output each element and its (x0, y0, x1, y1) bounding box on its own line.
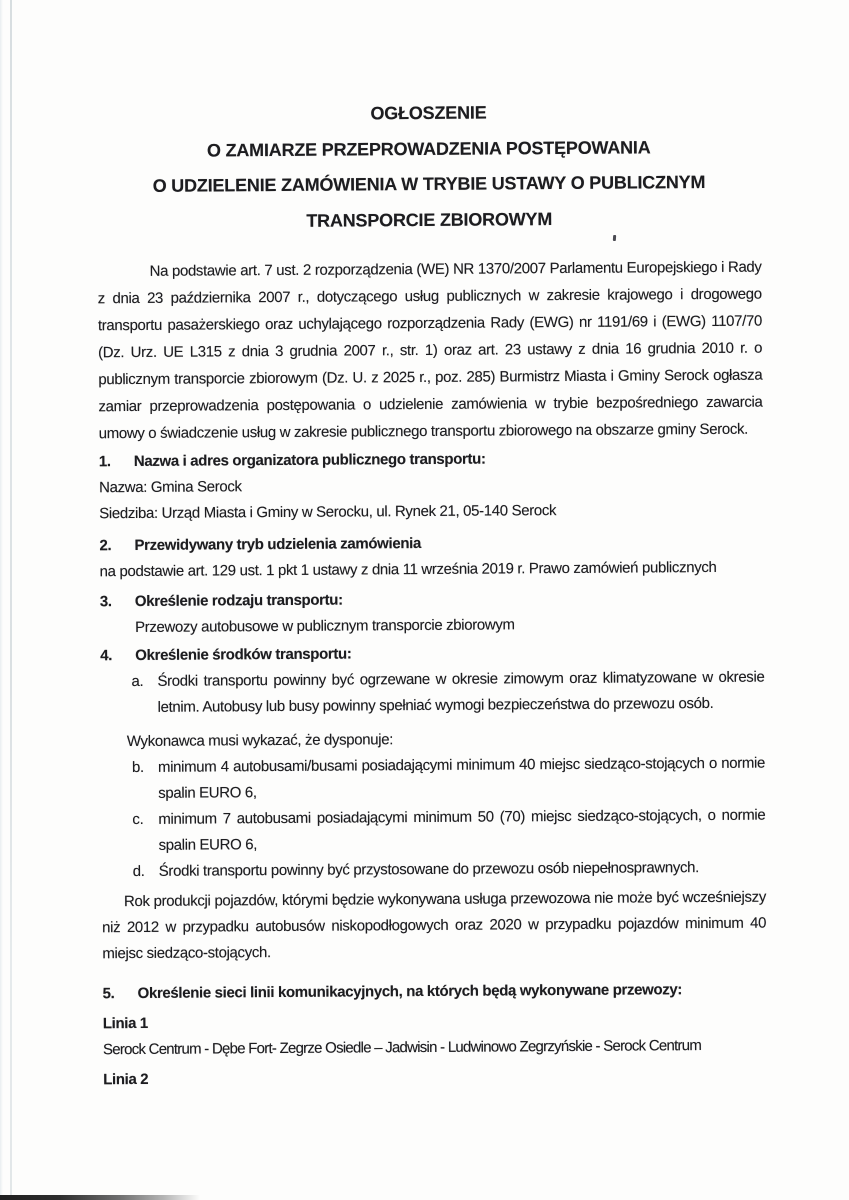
section-5-heading-text: Określenie sieci linii komunikacyjnych, na których będą wykonywane przewozy: (137, 981, 683, 1003)
section-3-heading-text: Określenie rodzaju transportu: (134, 591, 343, 611)
section-transport-type (100, 585, 764, 642)
list-item-d (133, 855, 766, 885)
section-3-number: 3. (99, 593, 112, 611)
list-item-a-text: Środki transportu powinny być ogrzewane w okresie zimowym oraz klimatyzowane w okresie letnim. Autobusy lub busy powinny spełniać wymogi bezpieczeństwa do przewozu osób. (157, 668, 765, 717)
section-3-body: Przewozy autobusowe w publicznym transporcie zbiorowym (134, 616, 515, 637)
list-item-b-text: minimum 4 autobusami/busami posiadającymi minimum 40 miejsc siedząco-stojących o normie spalin EURO 6, (157, 754, 766, 803)
section-1-heading-text: Nazwa i adres organizatora publicznego transportu: (133, 450, 486, 471)
section-4-number: 4. (100, 647, 113, 665)
organizer-address-line: Siedziba: Urząd Miasta i Gminy w Serocku, ul. Rynek 21, 05-140 Serock (99, 502, 557, 523)
title-line-3: O UDZIELENIE ZAMÓWIENIA W TRYBIE USTAWY O PUBLICZNYM (152, 172, 706, 197)
title-line-2: O ZAMIARZE PRZEPROWADZENIA POSTĘPOWANIA (206, 136, 651, 161)
list-item-c-label: c. (132, 811, 144, 829)
fleet-requirement-intro: Wykonawca musi wykazać, że dysponuje: (126, 731, 394, 751)
section-organizer (99, 445, 764, 528)
line-1-label: Linia 1 (102, 1015, 148, 1033)
document-title (96, 94, 761, 241)
section-1-number: 1. (98, 453, 111, 471)
section-route-network (103, 977, 767, 1008)
section-transport-means (100, 639, 766, 886)
section-procedure-mode (99, 529, 763, 586)
intro-paragraph: Na podstawie art. 7 ust. 2 rozporządzenia (WE) NR 1370/2007 Parlamentu Europejskiego i Rady z dnia 23 października 2007 r., dotyczącego usług publicznych w zakresie krajowego i drogowego transportu pasażerskiego oraz uchylającego rozporządzenia Rady (EWG) nr 1191/69 i (EWG) 1107/70 (Dz. Urz. UE L315 z dnia 3 grudnia 2007 r., str. 1) oraz art. 23 ustawy z dnia 16 grudnia 2010 r. o publicznym transporcie zbiorowym (Dz. U. z 2025 r., poz. 285) Burmistrz Miasta i Gminy Serock ogłasza zamiar przeprowadzenia postępowania o udzielenie zamówienia w trybie bezpośredniego zawarcia umowy o świadczenie usług w zakresie publicznego transportu zbiorowego na obszarze gminy Serock. (97, 258, 763, 443)
list-item-c (132, 803, 765, 859)
section-5-number: 5. (102, 985, 115, 1003)
list-item-b-label: b. (131, 759, 144, 777)
section-2-body: na podstawie art. 129 ust. 1 pkt 1 ustawy z dnia 11 września 2019 r. Prawo zamówień publicznych (99, 559, 717, 581)
list-item-d-label: d. (132, 863, 145, 881)
list-item-a (131, 665, 764, 721)
section-1-heading (99, 445, 763, 476)
list-item-b (132, 751, 765, 807)
section-2-heading-text: Przewidywany tryb udzielenia zamówienia (134, 535, 421, 555)
line-1-route: Serock Centrum - Dębe Fort- Zegrze Osiedle – Jadwisin - Ludwinowo Zegrzyńskie - Serock Centrum (102, 1037, 702, 1059)
section-3-heading (100, 585, 764, 616)
title-line-4: TRANSPORCIE ZBIOROWYM (306, 208, 553, 231)
section-4-heading-text: Określenie środków transportu: (135, 645, 352, 665)
list-item-d-text: Środki transportu powinny być przystosowane do przewozu osób niepełnosprawnych. (158, 859, 699, 881)
title-line-1: OGŁOSZENIE (370, 102, 487, 124)
section-2-number: 2. (99, 537, 112, 555)
organizer-name-line: Nazwa: Gmina Serock (99, 478, 242, 497)
production-year-paragraph: Rok produkcji pojazdów, którymi będzie wykonywana usługa przewozowa nie może być wcześniejszy niż 2012 w przypadku autobusów niskopodłogowych oraz 2020 w przypadku pojazdów minimum 40 miejsc siedząco-stojących. (102, 888, 767, 963)
line-2-label: Linia 2 (103, 1071, 149, 1089)
section-5-heading (103, 977, 767, 1008)
list-item-c-text: minimum 7 autobusami posiadającymi minimum 50 (70) miejsc siedząco-stojących, o normie spalin EURO 6, (158, 806, 766, 855)
list-item-a-label: a. (131, 673, 144, 691)
